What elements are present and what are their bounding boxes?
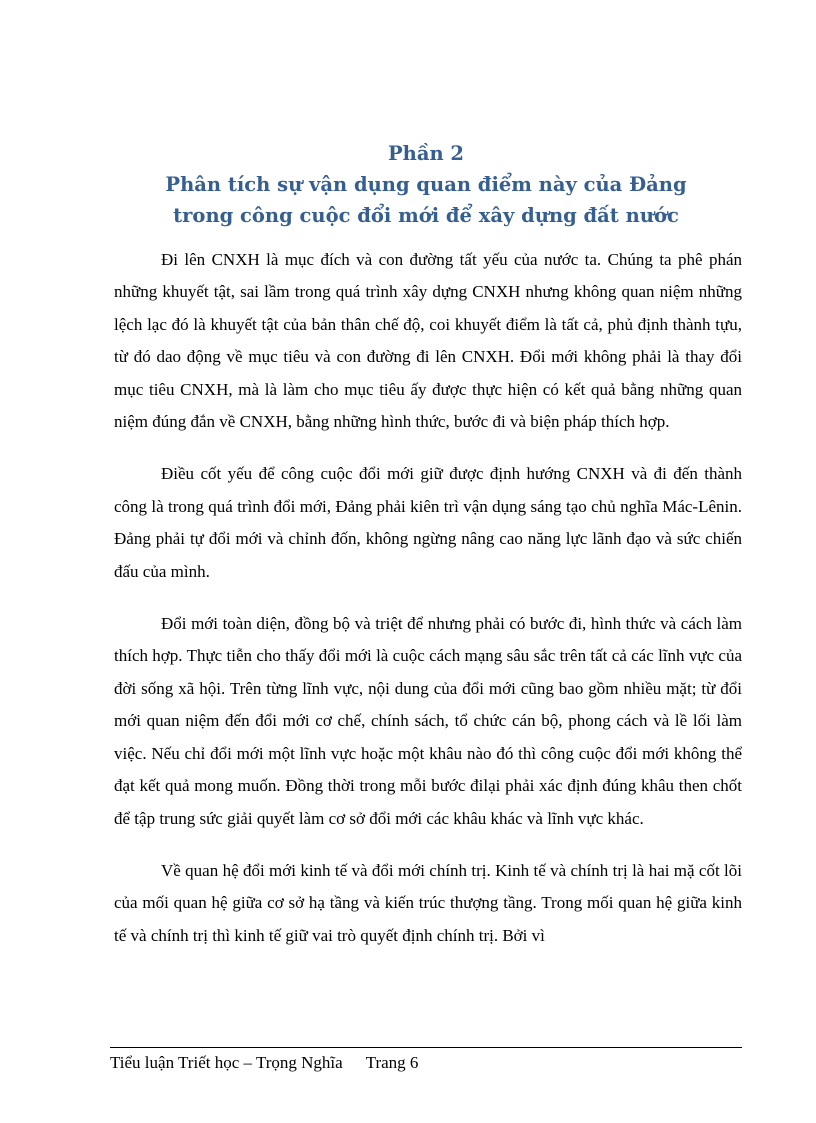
document-body [114,244,742,972]
section-part-label: Phần 2 [387,142,464,165]
paragraph-2: Điều cốt yếu để công cuộc đổi mới giữ được định hướng CNXH và đi đến thành công là trong quá trình đổi mới, Đảng phải kiên trì vận dụng sáng tạo chủ nghĩa Mác-Lênin. Đảng phải tự đổi mới và chỉnh đốn, không ngừng nâng cao năng lực lãnh đạo và sức chiến đấu của mình. [114,464,742,581]
paragraph-1: Đi lên CNXH là mục đích và con đường tất yếu của nước ta. Chúng ta phê phán những khuyết tật, sai lầm trong quá trình xây dựng CNXH nhưng không quan niệm những lệch lạc đó là khuyết tật của bản thân chế độ, coi khuyết điểm là tất cả, phủ định thành tựu, từ đó dao động về mục tiêu và con đường đi lên CNXH. Đổi mới không phải là thay đổi mục tiêu CNXH, mà là làm cho mục tiêu ấy được thực hiện có kết quả bằng những quan niệm đúng đắn về CNXH, bằng những hình thức, bước đi và biện pháp thích hợp. [114,250,742,432]
page-footer [110,1051,418,1075]
section-title-line-2: trong công cuộc đổi mới để xây dựng đất nước [173,204,679,227]
section-title-line-1: Phân tích sự vận dụng quan điểm này của Đảng [165,173,687,196]
page-number: Trang 6 [365,1053,419,1072]
paragraph-4: Về quan hệ đổi mới kinh tế và đổi mới chính trị. Kinh tế và chính trị là hai mặ cốt lõi của mối quan hệ giữa cơ sở hạ tầng và kiến trúc thượng tầng. Trong mối quan hệ giữa kinh tế và chính trị thì kinh tế giữ vai trò quyết định chính trị. Bởi vì [114,860,742,945]
paragraph-3: Đổi mới toàn diện, đồng bộ và triệt để nhưng phải có bước đi, hình thức và cách làm thích hợp. Thực tiễn cho thấy đổi mới là cuộc cách mạng sâu sắc trên tất cả các lĩnh vực của đời sống xã hội. Trên từng lĩnh vực, nội dung của đổi mới cũng bao gồm nhiều mặt; từ đổi mới quan niệm đến đổi mới cơ chế, chính sách, tổ chức cán bộ, phong cách và lề lối làm việc. Nếu chỉ đổi mới một lĩnh vực hoặc một khâu nào đó thì công cuộc đổi mới không thể đạt kết quả mong muốn. Đồng thời trong mỗi bước đilại phải xác định đúng khâu then chốt để tập trung sức giải quyết làm cơ sở đổi mới các khâu khác và lĩnh vực khác. [114,614,742,828]
footer-divider [110,1047,742,1048]
section-heading [110,138,742,231]
footer-title: Tiểu luận Triết học – Trọng Nghĩa [110,1053,343,1072]
